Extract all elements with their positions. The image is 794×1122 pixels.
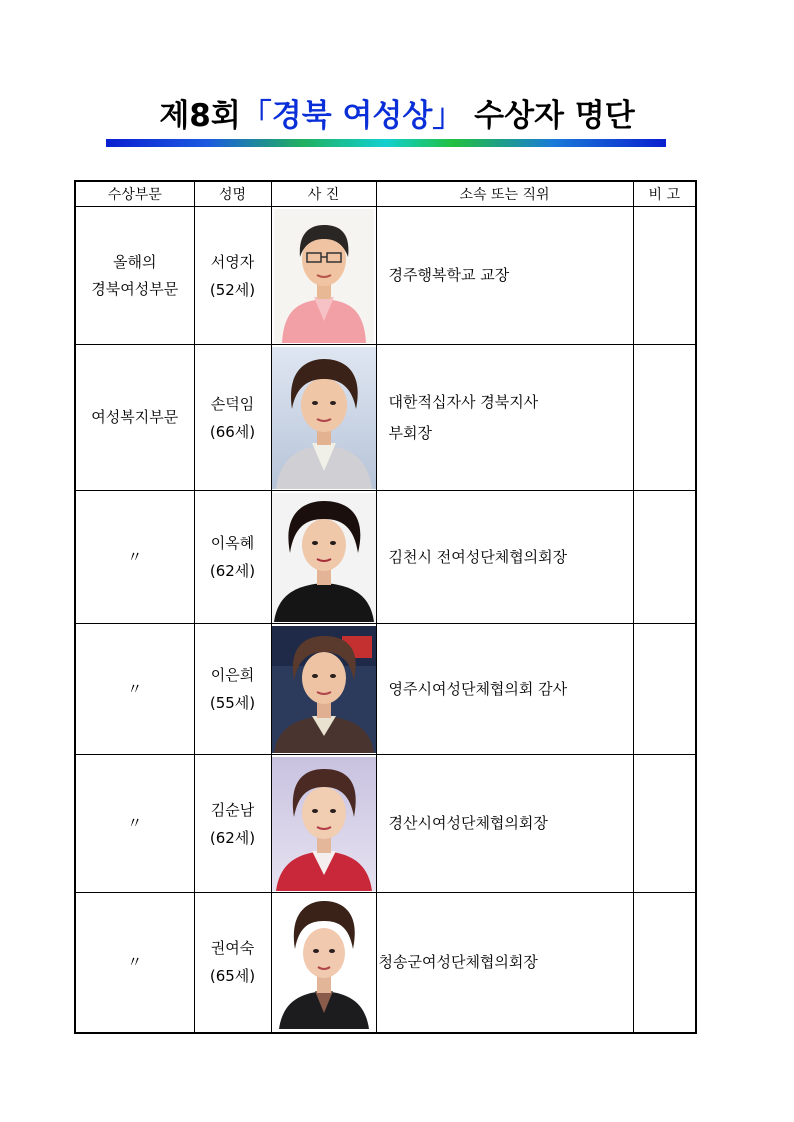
header-name: 성명	[194, 181, 271, 207]
awardee-age: (62세)	[209, 562, 256, 580]
awardee-age: (65세)	[209, 967, 256, 986]
category-text: 올해의	[113, 252, 157, 271]
portrait-photo-icon	[272, 493, 376, 622]
affiliation-text: 부회장	[388, 423, 432, 442]
note-cell	[633, 345, 696, 491]
name-cell	[194, 345, 271, 491]
awardee-name: 권여숙	[210, 939, 255, 958]
page-title	[0, 96, 794, 136]
note-cell	[633, 755, 696, 893]
photo-cell	[271, 345, 376, 491]
portrait-photo-icon	[274, 209, 374, 343]
portrait-photo-icon	[272, 347, 376, 489]
photo-cell	[271, 491, 376, 624]
awardee-name: 이옥혜	[210, 534, 255, 552]
title-suffix: 수상자 명단	[474, 98, 635, 134]
category-cell	[75, 345, 194, 491]
table-row	[75, 893, 696, 1033]
awardee-name: 서영자	[210, 252, 255, 271]
title-underline-bar	[106, 139, 666, 147]
note-cell	[633, 491, 696, 624]
table-row	[75, 345, 696, 491]
affiliation-text: 경주행복학교 교장	[388, 266, 510, 284]
awardee-name: 이은희	[210, 666, 255, 684]
photo-cell	[271, 624, 376, 755]
name-cell	[194, 207, 271, 345]
ditto-mark: 〃	[127, 952, 143, 971]
category-cell	[75, 624, 194, 755]
name-cell	[194, 755, 271, 893]
awardee-name: 손덕임	[210, 394, 255, 413]
photo-cell	[271, 207, 376, 345]
affiliation-cell	[376, 345, 633, 491]
portrait-photo-icon	[272, 757, 376, 891]
header-category: 수상부문	[75, 181, 194, 207]
table-row	[75, 755, 696, 893]
table-header-row	[75, 181, 696, 207]
affiliation-cell	[376, 624, 633, 755]
title-highlight: 「경북 여성상」	[240, 98, 464, 134]
header-note: 비 고	[633, 181, 696, 207]
affiliation-cell	[376, 491, 633, 624]
affiliation-text: 청송군여성단체협의회장	[378, 952, 538, 971]
header-affiliation: 소속 또는 직위	[376, 181, 633, 207]
affiliation-cell	[376, 755, 633, 893]
affiliation-cell	[376, 207, 633, 345]
affiliation-text: 김천시 전여성단체협의회장	[388, 547, 568, 566]
affiliation-text: 대한적십자사 경북지사	[388, 392, 539, 411]
category-cell	[75, 755, 194, 893]
awardee-age: (55세)	[209, 694, 256, 712]
awardee-age: (62세)	[209, 828, 256, 847]
category-cell	[75, 207, 194, 345]
header-photo: 사 진	[271, 181, 376, 207]
note-cell	[633, 624, 696, 755]
table-row	[75, 491, 696, 624]
ditto-mark: 〃	[127, 814, 143, 832]
table-row	[75, 207, 696, 345]
name-cell	[194, 491, 271, 624]
note-cell	[633, 893, 696, 1033]
category-text: 경북여성부문	[91, 279, 179, 298]
affiliation-cell	[376, 893, 633, 1033]
affiliation-text: 경산시여성단체협의회장	[388, 814, 548, 832]
name-cell	[194, 893, 271, 1033]
awardee-age: (52세)	[209, 280, 256, 299]
name-cell	[194, 624, 271, 755]
title-prefix: 제8회	[159, 98, 241, 134]
category-text: 여성복지부문	[91, 408, 179, 426]
category-cell	[75, 491, 194, 624]
table-row	[75, 624, 696, 755]
photo-cell	[271, 755, 376, 893]
awardee-table	[74, 180, 697, 1034]
portrait-photo-icon	[272, 626, 376, 753]
ditto-mark: 〃	[127, 547, 143, 566]
affiliation-text: 영주시여성단체협의회 감사	[388, 679, 568, 698]
ditto-mark: 〃	[127, 679, 143, 698]
note-cell	[633, 207, 696, 345]
awardee-name: 김순남	[210, 800, 255, 819]
category-cell	[75, 893, 194, 1033]
portrait-photo-icon	[275, 895, 373, 1029]
awardee-age: (66세)	[209, 422, 256, 441]
photo-cell	[271, 893, 376, 1033]
